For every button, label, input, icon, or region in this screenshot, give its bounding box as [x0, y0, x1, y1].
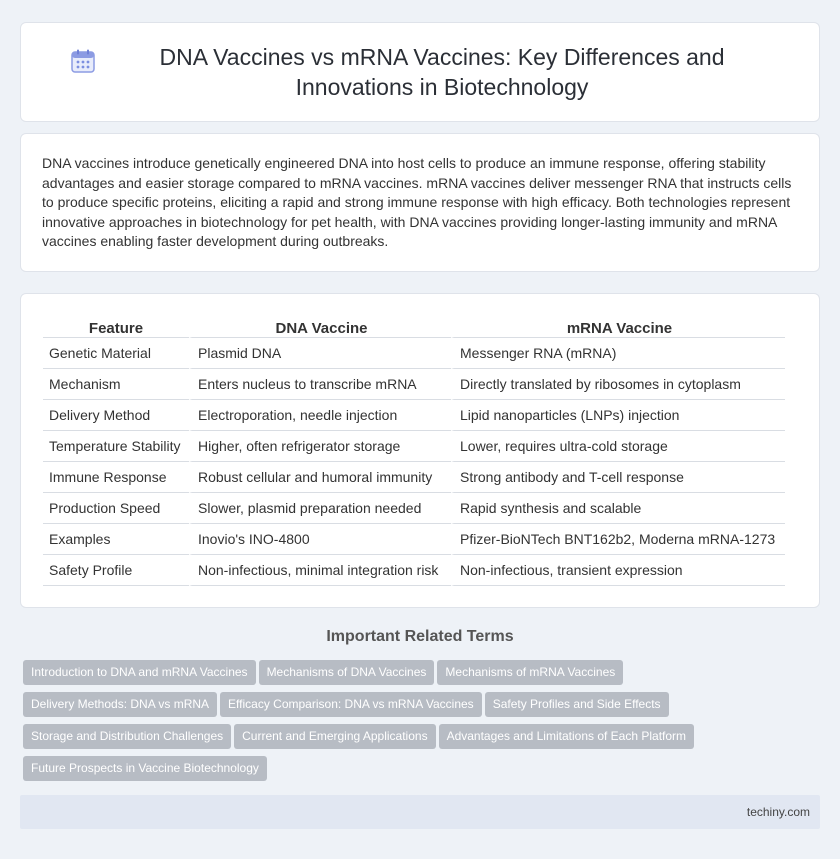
cell-dna: Slower, plasmid preparation needed	[189, 493, 451, 524]
cell-mrna: Lower, requires ultra-cold storage	[451, 431, 785, 462]
cell-dna: Higher, often refrigerator storage	[189, 431, 451, 462]
related-term-tag[interactable]: Mechanisms of DNA Vaccines	[259, 660, 435, 685]
comparison-table	[43, 314, 785, 586]
header-dna-vaccine: DNA Vaccine	[189, 314, 451, 338]
table-row	[43, 462, 785, 493]
table-row	[43, 369, 785, 400]
cell-mrna: Messenger RNA (mRNA)	[451, 338, 785, 369]
cell-feature: Delivery Method	[43, 400, 189, 431]
cell-dna: Inovio's INO-4800	[189, 524, 451, 555]
title-wrap	[70, 42, 770, 102]
table-header-row	[43, 314, 785, 338]
intro-card	[20, 133, 820, 272]
table-row	[43, 555, 785, 586]
table-row	[43, 400, 785, 431]
related-terms-list	[23, 660, 723, 788]
cell-mrna: Strong antibody and T-cell response	[451, 462, 785, 493]
cell-dna: Enters nucleus to transcribe mRNA	[189, 369, 451, 400]
cell-feature: Temperature Stability	[43, 431, 189, 462]
related-term-tag[interactable]: Advantages and Limitations of Each Platform	[439, 724, 694, 749]
cell-feature: Mechanism	[43, 369, 189, 400]
cell-mrna: Non-infectious, transient expression	[451, 555, 785, 586]
related-term-tag[interactable]: Storage and Distribution Challenges	[23, 724, 231, 749]
related-term-tag[interactable]: Safety Profiles and Side Effects	[485, 692, 669, 717]
related-term-tag[interactable]: Mechanisms of mRNA Vaccines	[437, 660, 623, 685]
header-mrna-vaccine: mRNA Vaccine	[451, 314, 785, 338]
related-term-tag[interactable]: Delivery Methods: DNA vs mRNA	[23, 692, 217, 717]
table-row	[43, 431, 785, 462]
cell-mrna: Rapid synthesis and scalable	[451, 493, 785, 524]
table-row	[43, 524, 785, 555]
cell-dna: Plasmid DNA	[189, 338, 451, 369]
comparison-card	[20, 293, 820, 608]
related-terms-title: Important Related Terms	[326, 628, 514, 645]
related-term-tag[interactable]: Future Prospects in Vaccine Biotechnology	[23, 756, 267, 781]
footer-site-link[interactable]: techiny.com	[746, 805, 810, 819]
cell-mrna: Directly translated by ribosomes in cytoplasm	[451, 369, 785, 400]
cell-dna: Robust cellular and humoral immunity	[189, 462, 451, 493]
cell-feature: Production Speed	[43, 493, 189, 524]
page-title: DNA Vaccines vs mRNA Vaccines: Key Differences and Innovations in Biotechnology	[159, 44, 725, 100]
cell-feature: Safety Profile	[43, 555, 189, 586]
table-row	[43, 493, 785, 524]
intro-paragraph: DNA vaccines introduce genetically engineered DNA into host cells to produce an immune response, offering stability advantages and easier storage compared to mRNA vaccines. mRNA vaccines deliver messenger RNA that instructs cells to produce specific proteins, eliciting a rapid and strong immune response with high efficacy. Both technologies represent innovative approaches in biotechnology for pet health, with DNA vaccines providing longer-lasting immunity and mRNA vaccines enabling faster development during outbreaks.	[42, 155, 792, 249]
cell-feature: Immune Response	[43, 462, 189, 493]
related-term-tag[interactable]: Current and Emerging Applications	[234, 724, 435, 749]
table-row	[43, 338, 785, 369]
calendar-icon	[70, 48, 96, 74]
cell-dna: Non-infectious, minimal integration risk	[189, 555, 451, 586]
cell-mrna: Lipid nanoparticles (LNPs) injection	[451, 400, 785, 431]
related-term-tag[interactable]: Efficacy Comparison: DNA vs mRNA Vaccines	[220, 692, 482, 717]
title-card	[20, 22, 820, 122]
related-term-tag[interactable]: Introduction to DNA and mRNA Vaccines	[23, 660, 256, 685]
header-feature: Feature	[43, 314, 189, 338]
cell-dna: Electroporation, needle injection	[189, 400, 451, 431]
footer	[20, 795, 820, 829]
cell-mrna: Pfizer-BioNTech BNT162b2, Moderna mRNA-1273	[451, 524, 785, 555]
cell-feature: Examples	[43, 524, 189, 555]
cell-feature: Genetic Material	[43, 338, 189, 369]
